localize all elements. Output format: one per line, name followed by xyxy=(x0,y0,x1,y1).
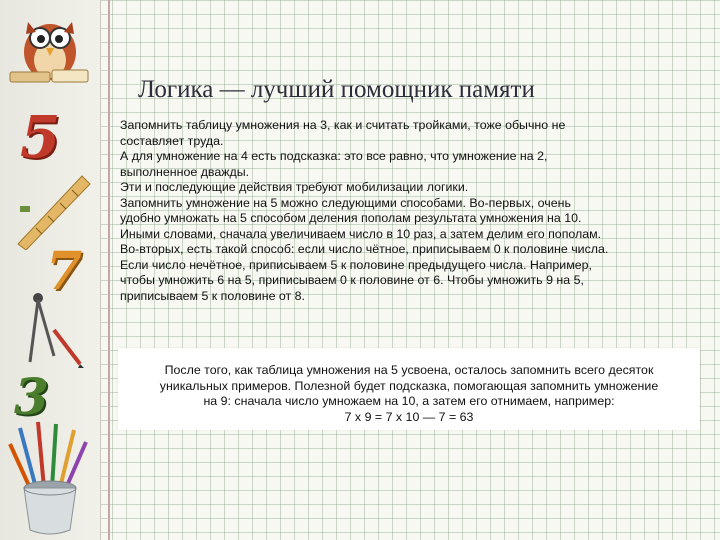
digit-five: 5 xyxy=(20,103,61,171)
notebook-margin-line xyxy=(108,0,110,540)
note-line: на 9: сначала число умножаем на 10, а затем его отнимаем, например: xyxy=(203,394,615,408)
text-line: удобно умножать на 5 способом деления пополам результата умножения на 10. xyxy=(120,211,582,225)
text-line: Иными словами, сначала увеличиваем число в 10 раз, а затем делим его пополам. xyxy=(120,226,602,241)
ruler-icon xyxy=(6,170,96,250)
note-line: 7 х 9 = 7 х 10 — 7 = 63 xyxy=(344,409,474,424)
slide-title: Логика — лучший помощник памяти xyxy=(138,76,535,103)
text-line: Во-вторых, есть такой способ: если число чётное, приписываем 0 к половине числа. xyxy=(120,242,609,256)
text-line: чтобы умножить 6 на 5, приписываем 0 к половине от 6. Чтобы умножить 9 на 5, xyxy=(120,273,584,287)
text-line: Запомнить умножение на 5 можно следующими способами. Во-первых, очень xyxy=(120,195,571,210)
text-line: Если число нечётное, приписываем 5 к половине предыдущего числа. Например, xyxy=(120,257,592,272)
text-line: приписываем 5 к половине от 8. xyxy=(120,288,305,303)
text-line: составляет труда. xyxy=(120,133,224,148)
main-text-block xyxy=(120,118,700,304)
pencil-cup-icon xyxy=(6,418,96,538)
text-line: Запомнить таблицу умножения на 3, как и считать тройками, тоже обычно не xyxy=(120,118,566,132)
note-line: уникальных примеров. Полезной будет подсказка, помогающая запомнить умножение xyxy=(159,378,659,393)
compass-icon xyxy=(20,290,90,370)
digit-seven: 7 xyxy=(46,241,83,302)
owl-teacher-icon xyxy=(6,2,96,87)
decorative-left-strip xyxy=(0,0,101,540)
text-line: Эти и последующие действия требуют мобилизации логики. xyxy=(120,180,469,194)
note-text-block xyxy=(122,363,696,425)
text-line: А для умножение на 4 есть подсказка: это все равно, что умножение на 2, xyxy=(120,149,548,163)
text-line: выполненное дважды. xyxy=(120,164,250,179)
digit-three: 3 xyxy=(14,367,49,426)
note-line: После того, как таблица умножения на 5 усвоена, осталось запомнить всего десяток xyxy=(164,363,654,377)
